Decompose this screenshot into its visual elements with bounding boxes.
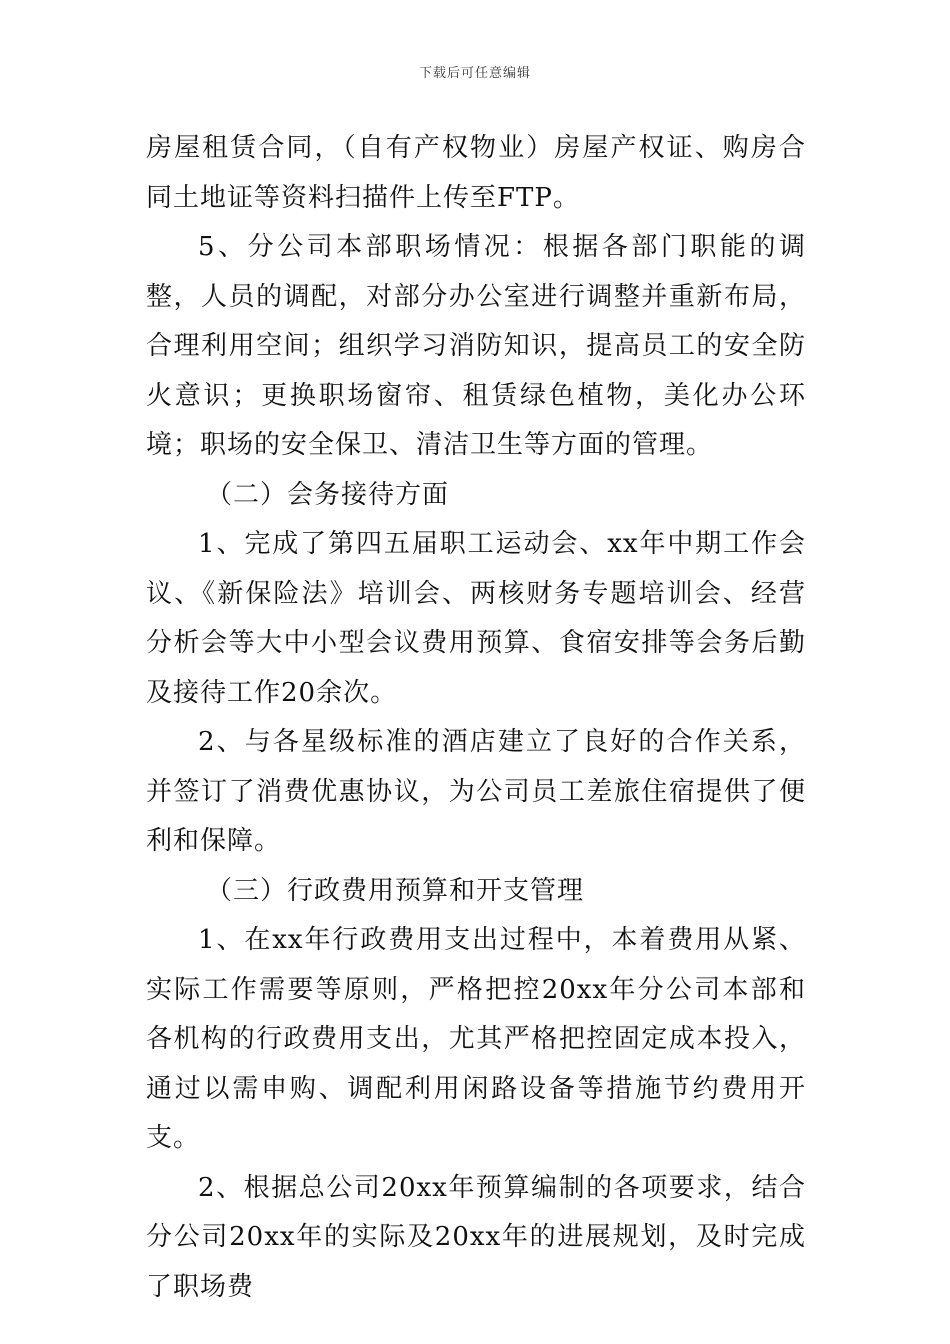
paragraph-workplace-status: 5、分公司本部职场情况：根据各部门职能的调整，人员的调配，对部分办公室进行调整并重新布局，合理利用空间；组织学习消防知识，提高员工的安全防火意识；更换职场窗帘、租赁绿色植物，美化办公环境；职场的安全保卫、清洁卫生等方面的管理。 — [146, 232, 806, 460]
document-body — [146, 124, 806, 1312]
paragraph-lease-docs: 房屋租赁合同，（自有产权物业）房屋产权证、购房合同土地证等资料扫描件上传至FTP。 — [146, 133, 806, 213]
paragraph-budget-planning: 2、根据总公司20xx年预算编制的各项要求，结合分公司20xx年的实际及20xx年的进展规划，及时完成了职场费 — [146, 1172, 806, 1302]
section-heading-budget: （三）行政费用预算和开支管理 — [206, 875, 585, 906]
section-heading-reception: （二）会务接待方面 — [206, 479, 450, 510]
paragraph-expense-control: 1、在xx年行政费用支出过程中，本着费用从紧、实际工作需要等原则，严格把控20xx年分公司本部和各机构的行政费用支出，尤其严格把控固定成本投入，通过以需申购、调配利用闲路设备等措施节约费用开支。 — [146, 925, 806, 1153]
paragraph-hotel-cooperation: 2、与各星级标准的酒店建立了良好的合作关系，并签订了消费优惠协议，为公司员工差旅住宿提供了便利和保障。 — [146, 727, 806, 856]
page-header-note: 下载后可任意编辑 — [418, 66, 531, 81]
paragraph-meetings: 1、完成了第四五届职工运动会、xx年中期工作会议、《新保险法》培训会、两核财务专题培训会、经营分析会等大中小型会议费用预算、食宿安排等会务后勤及接待工作20余次。 — [146, 529, 806, 708]
